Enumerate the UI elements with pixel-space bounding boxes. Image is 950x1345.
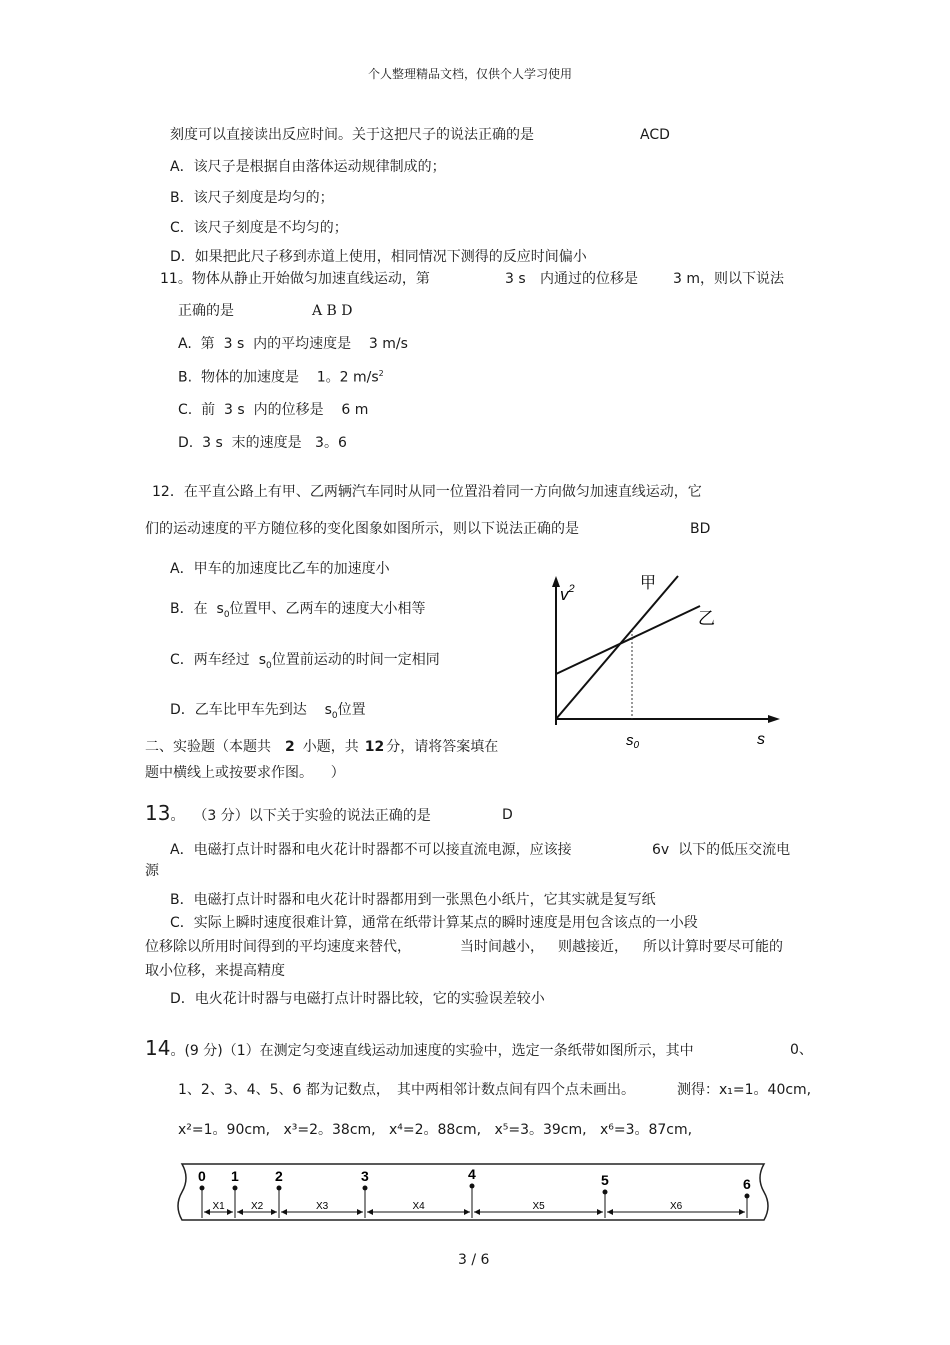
q13-option-c-2c: 则越接近， — [558, 939, 628, 955]
q11-option-d: D. 3 s 末的速度是 3。6 — [178, 435, 347, 451]
q13-option-a-1: A．电磁打点计时器和电火花计时器都不可以接直流电源，应该接 — [170, 842, 572, 858]
tape-segment-label: X5 — [532, 1201, 545, 1212]
q12-option-c-pre: C．两车经过 — [170, 652, 250, 668]
s0-sub: 0 — [265, 660, 272, 671]
s0-symbol — [216, 601, 230, 620]
q13-option-c-2b: 当时间越小， — [460, 939, 544, 955]
q11-stem-a: 11。物体从静止开始做匀加速直线运动，第 — [160, 271, 430, 287]
q12-line1: 12．在平直公路上有甲、乙两辆汽车同时从同一位置沿着同一方向做匀加速直线运动，它 — [152, 484, 702, 500]
q12-option-b — [170, 602, 426, 620]
q10-option-b: B．该尺子刻度是均匀的； — [170, 190, 334, 206]
q11-stem-c: 内通过的位移是 — [540, 271, 638, 287]
line-jia — [556, 576, 678, 719]
q14-line2b: 其中两相邻计数点间有四个点未画出。 — [397, 1082, 635, 1098]
q13-option-a-3: 源 — [145, 863, 159, 879]
tape-segment-arrow-right — [739, 1209, 745, 1215]
x-axis-label: s — [757, 731, 765, 748]
section2-text-c: 小题，共 — [302, 739, 359, 755]
q13-stem — [145, 803, 431, 823]
q10-answer: ACD — [640, 127, 670, 143]
q13-option-c-2a: 位移除以所用时间得到的平均速度来替代， — [145, 939, 411, 955]
q12-option-c — [170, 653, 440, 671]
paper-tape-diagram — [172, 1158, 772, 1228]
tape-segment-arrow-right — [357, 1209, 363, 1215]
section2-line2: 题中横线上或按要求作图。 ） — [145, 765, 345, 781]
section2-text-a: 二、实验题（本题共 — [145, 739, 271, 755]
s0-base: s — [324, 702, 332, 718]
q12-option-c-post: 位置前运动的时间一定相同 — [271, 652, 440, 668]
v2-s-graph — [540, 570, 790, 770]
q12-option-b-post: 位置甲、乙两车的速度大小相等 — [229, 601, 426, 617]
q11-option-b-text: B. 物体的加速度是 1。2 m/s — [178, 369, 379, 386]
tape-segment-arrow-left — [367, 1209, 373, 1215]
q13-stem-text: 。 （3 分）以下关于实验的说法正确的是 — [170, 808, 431, 824]
q11-answer: A B D — [312, 303, 353, 319]
s0-symbol — [324, 702, 338, 721]
tape-point-label: 0 — [198, 1168, 206, 1184]
tape-point-label: 2 — [275, 1168, 283, 1184]
section2-text-e: 分，请将答案填在 — [386, 739, 499, 755]
tape-point-label: 5 — [601, 1172, 609, 1188]
page-header: 个人整理精品文档，仅供个人学习使用 — [368, 67, 573, 81]
tape-segment-label: X3 — [316, 1201, 329, 1212]
q12-answer: BD — [690, 521, 711, 537]
q11-option-b-sup: 2 — [378, 369, 384, 378]
q11-stem-e: 正确的是 — [178, 303, 234, 319]
series-label-jia: 甲 — [640, 575, 657, 592]
tape-point-label: 6 — [743, 1176, 751, 1192]
x-tick-s0: $s_0$ — [626, 732, 640, 751]
q13-option-c-2d: 所以计算时要尽可能的 — [643, 939, 783, 955]
series-label-yi: 乙 — [698, 609, 715, 628]
page-footer: 3 / 6 — [458, 1252, 490, 1268]
q12-option-a: A．甲车的加速度比乙车的加速度小 — [170, 561, 390, 577]
s0-base: s — [216, 601, 224, 617]
q11-option-b — [178, 370, 384, 385]
s0-sub: 0 — [331, 710, 338, 721]
q11-stem-b: 3 s — [505, 271, 526, 287]
section2-score: 12 — [364, 739, 385, 755]
tape-segment-label: X2 — [251, 1201, 264, 1212]
s0-base: s — [258, 652, 266, 668]
q14-number: 14 — [145, 1036, 171, 1060]
tape-segment-label: X1 — [212, 1201, 225, 1212]
tape-point-label: 1 — [231, 1168, 239, 1184]
tape-segment-arrow-left — [474, 1209, 480, 1215]
q14-line2c: 测得：x₁=1。40cm, — [677, 1082, 812, 1098]
q13-option-c-3: 取小位移，来提高精度 — [145, 963, 285, 979]
tape-segment-arrow-left — [281, 1209, 287, 1215]
y-axis-label: $v^2$ — [560, 583, 575, 604]
q12-line2: 们的运动速度的平方随位移的变化图象如图所示，则以下说法正确的是 — [145, 521, 579, 537]
tape-segment-arrow-right — [597, 1209, 603, 1215]
q12-option-d-pre: D．乙车比甲车先到达 — [170, 702, 307, 718]
tape-segment-arrow-right — [271, 1209, 277, 1215]
s0-symbol — [258, 652, 272, 671]
q10-option-a: A．该尺子是根据自由落体运动规律制成的； — [170, 159, 446, 175]
section2-count: 2 — [285, 739, 295, 755]
tape-segment-label: X6 — [670, 1201, 683, 1212]
tape-segment-arrow-left — [607, 1209, 613, 1215]
q12-option-d-post: 位置 — [337, 702, 366, 718]
tape-point-label: 4 — [468, 1166, 476, 1182]
q14-stem-text: 。(9 分)（1）在测定匀变速直线运动加速度的实验中，选定一条纸带如图所示，其中 — [170, 1043, 694, 1059]
q11-stem-d: 3 m，则以下说法 — [673, 271, 784, 287]
q13-number: 13 — [145, 801, 171, 825]
q14-stem — [145, 1038, 694, 1058]
q11-option-a: A. 第 3 s 内的平均速度是 3 m/s — [178, 336, 408, 352]
q14-stem-end: 0、 — [790, 1042, 813, 1058]
tape-segment-arrow-left — [237, 1209, 243, 1215]
tape-segment-arrow-left — [204, 1209, 210, 1215]
q13-answer: D — [502, 807, 513, 823]
y-axis-arrow — [552, 576, 560, 587]
q10-stem: 刻度可以直接读出反应时间。关于这把尺子的说法正确的是 — [170, 127, 534, 143]
x-axis-arrow — [768, 715, 780, 723]
q13-option-a-2: 6v 以下的低压交流电 — [652, 842, 791, 858]
tape-segment-label: X4 — [412, 1201, 425, 1212]
section2-line1 — [145, 740, 498, 754]
q10-option-d: D．如果把此尺子移到赤道上使用，相同情况下测得的反应时间偏小 — [170, 249, 587, 265]
q13-option-c-1: C．实际上瞬时速度很难计算，通常在纸带计算某点的瞬时速度是用包含该点的一小段 — [170, 915, 698, 931]
tape-segment-arrow-right — [227, 1209, 233, 1215]
q11-option-c: C. 前 3 s 内的位移是 6 m — [178, 402, 369, 418]
q13-option-b: B．电磁打点计时器和电火花计时器都用到一张黑色小纸片，它其实就是复写纸 — [170, 892, 656, 908]
q14-line2a: 1、2、3、4、5、6 都为记数点， — [178, 1082, 390, 1098]
tape-point-label: 3 — [361, 1168, 369, 1184]
s0-sub: 0 — [223, 609, 230, 620]
q13-option-d: D．电火花计时器与电磁打点计时器比较，它的实验误差较小 — [170, 991, 545, 1007]
tape-segment-arrow-right — [464, 1209, 470, 1215]
q12-option-b-pre: B．在 — [170, 601, 208, 617]
q10-option-c: C．该尺子刻度是不均匀的； — [170, 220, 348, 236]
line-yi — [556, 606, 700, 674]
q12-option-d — [170, 703, 366, 721]
q14-line3: x²=1。90cm, x³=2。38cm, x⁴=2。88cm, x⁵=3。39cm, x⁶=3。87cm, — [178, 1122, 693, 1138]
